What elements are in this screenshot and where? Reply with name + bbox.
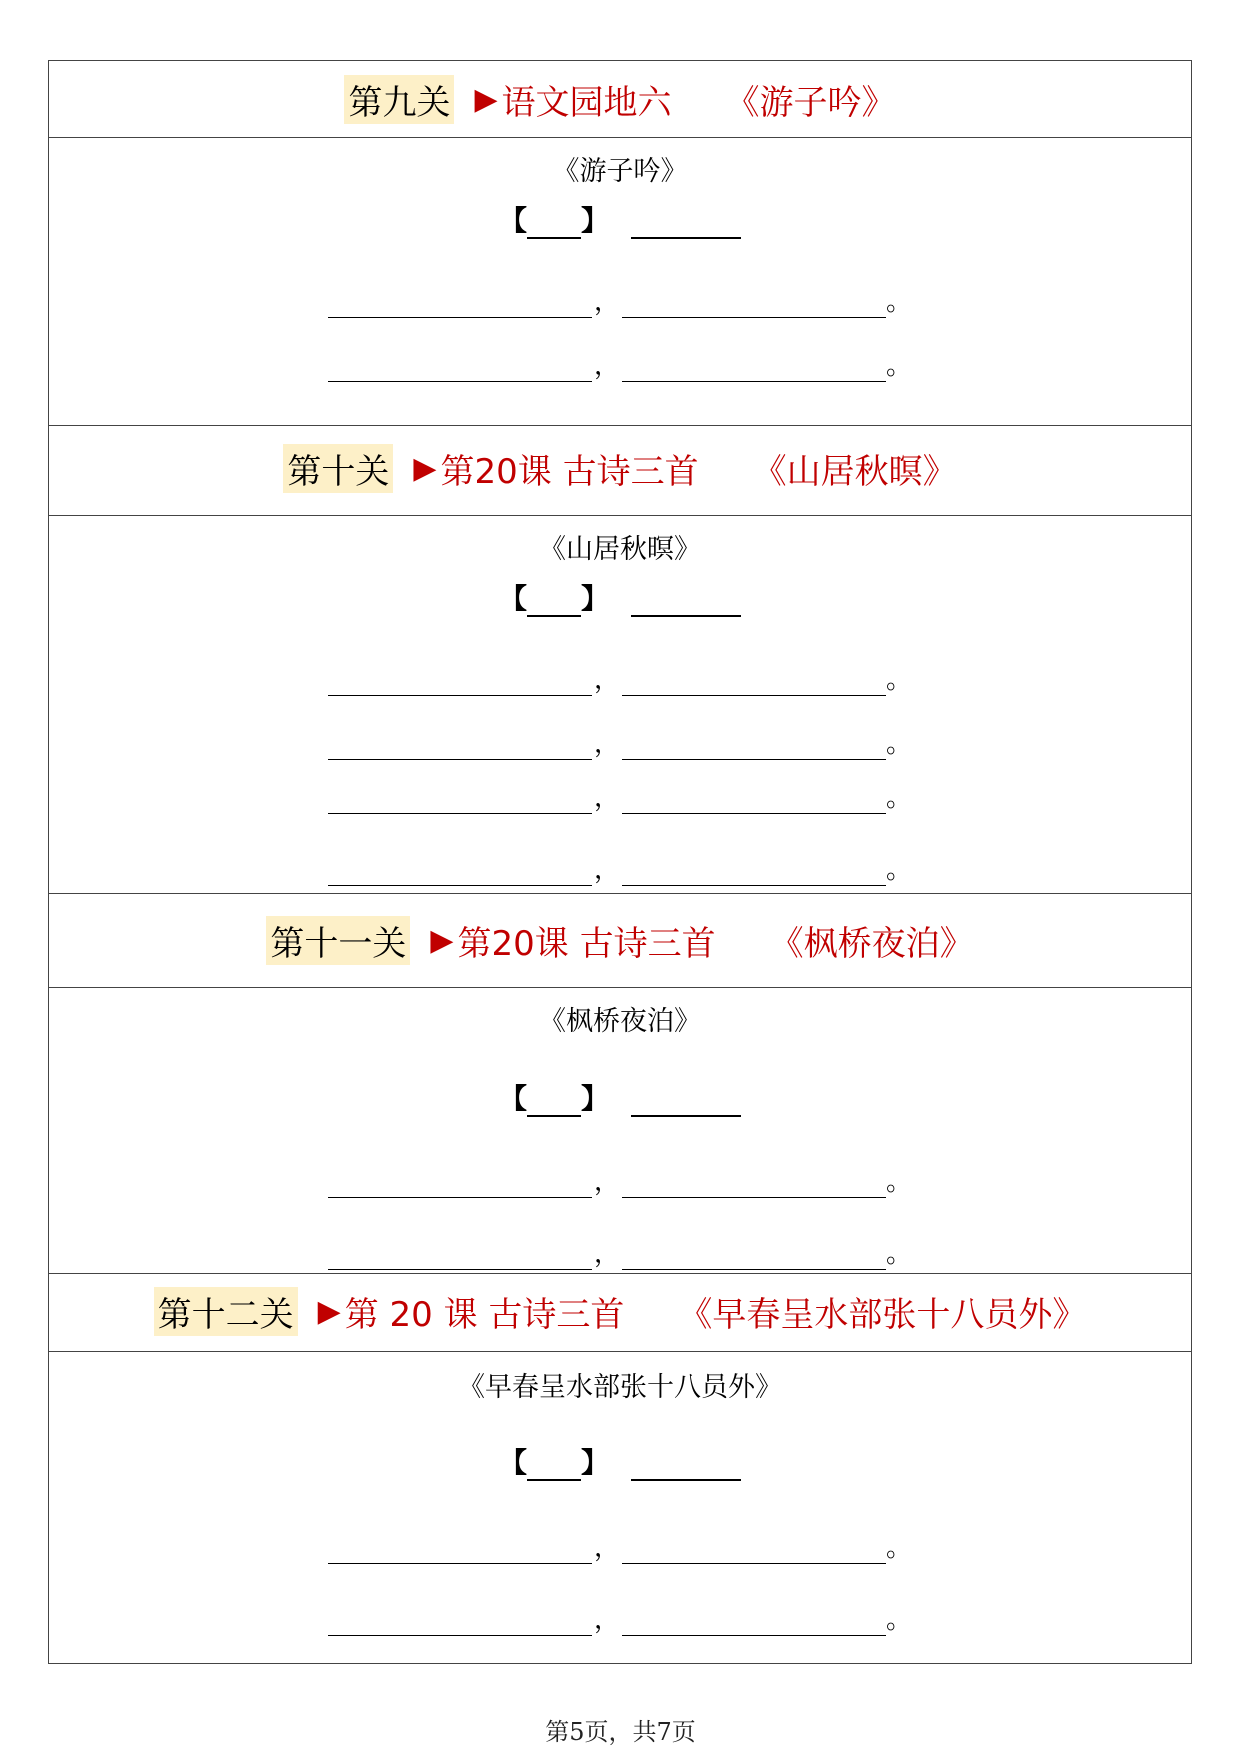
author-blank[interactable] <box>631 589 741 617</box>
poem-title: 《山居秋暝》 <box>539 534 701 565</box>
poem-line: ， 。 <box>49 659 1191 696</box>
answer-blank[interactable] <box>622 355 886 382</box>
poem-line: ， 。 <box>49 1233 1191 1270</box>
answer-blank[interactable] <box>328 291 592 318</box>
answer-blank[interactable] <box>622 291 886 318</box>
lesson-poem-title: 《早春呈水部张十八员外》 <box>678 1294 1087 1335</box>
author-blank[interactable] <box>631 1453 741 1481</box>
poem-title: 《游子吟》 <box>552 156 688 187</box>
lesson-poem-title: 《枫桥夜泊》 <box>769 923 974 964</box>
poem-title: 《枫桥夜泊》 <box>539 1006 701 1037</box>
section-header <box>49 69 1191 129</box>
level-label: 第十关 <box>283 444 393 493</box>
poem-line: ， 。 <box>49 1161 1191 1198</box>
section-header <box>49 901 1191 979</box>
answer-blank[interactable] <box>328 669 592 696</box>
answer-blank[interactable] <box>328 1171 592 1198</box>
answer-blank[interactable] <box>622 669 886 696</box>
lesson-label: 第20课 古诗三首 <box>440 451 699 492</box>
play-arrow-icon: ▶ <box>430 922 454 958</box>
poem-line: ， 。 <box>49 777 1191 814</box>
level-label: 第十二关 <box>154 1287 298 1336</box>
divider <box>49 893 1191 894</box>
author-row: 【 】 <box>49 1077 1191 1117</box>
page-number: 第5页，共7页 <box>545 1718 696 1746</box>
play-arrow-icon: ▶ <box>474 81 498 117</box>
dynasty-blank[interactable] <box>527 1453 581 1481</box>
answer-blank[interactable] <box>622 1609 886 1636</box>
answer-blank[interactable] <box>328 787 592 814</box>
divider <box>49 425 1191 426</box>
answer-blank[interactable] <box>328 355 592 382</box>
play-arrow-icon: ▶ <box>317 1293 341 1329</box>
lesson-label: 第20课 古诗三首 <box>457 923 716 964</box>
worksheet-table <box>48 60 1192 1664</box>
author-blank[interactable] <box>631 1089 741 1117</box>
answer-blank[interactable] <box>328 1609 592 1636</box>
divider <box>49 1351 1191 1352</box>
poem-line: ， 。 <box>49 723 1191 760</box>
answer-blank[interactable] <box>328 733 592 760</box>
lesson-poem-title: 《山居秋暝》 <box>752 451 957 492</box>
section-header <box>49 433 1191 503</box>
poem-line: ， 。 <box>49 345 1191 382</box>
author-blank[interactable] <box>631 211 741 239</box>
answer-blank[interactable] <box>328 859 592 886</box>
answer-blank[interactable] <box>622 1171 886 1198</box>
poem-title: 《早春呈水部张十八员外》 <box>458 1372 782 1403</box>
author-row: 【 】 <box>49 1441 1191 1481</box>
answer-blank[interactable] <box>328 1537 592 1564</box>
dynasty-blank[interactable] <box>527 211 581 239</box>
level-label: 第十一关 <box>266 916 410 965</box>
answer-blank[interactable] <box>622 733 886 760</box>
poem-line: ， 。 <box>49 1527 1191 1564</box>
divider <box>49 987 1191 988</box>
poem-line: ， 。 <box>49 849 1191 886</box>
poem-line: ， 。 <box>49 281 1191 318</box>
answer-blank[interactable] <box>622 1243 886 1270</box>
dynasty-blank[interactable] <box>527 589 581 617</box>
answer-blank[interactable] <box>622 787 886 814</box>
play-arrow-icon: ▶ <box>413 450 437 486</box>
dynasty-blank[interactable] <box>527 1089 581 1117</box>
author-row: 【 】 <box>49 199 1191 239</box>
lesson-label: 语文园地六 <box>501 82 672 123</box>
divider <box>49 515 1191 516</box>
divider <box>49 137 1191 138</box>
answer-blank[interactable] <box>622 1537 886 1564</box>
lesson-label: 第 20 课 古诗三首 <box>344 1294 625 1335</box>
answer-blank[interactable] <box>622 859 886 886</box>
answer-blank[interactable] <box>328 1243 592 1270</box>
poem-line: ， 。 <box>49 1599 1191 1636</box>
level-label: 第九关 <box>344 75 454 124</box>
divider <box>49 1273 1191 1274</box>
section-header <box>49 1279 1191 1343</box>
lesson-poem-title: 《游子吟》 <box>725 82 896 123</box>
author-row: 【 】 <box>49 577 1191 617</box>
